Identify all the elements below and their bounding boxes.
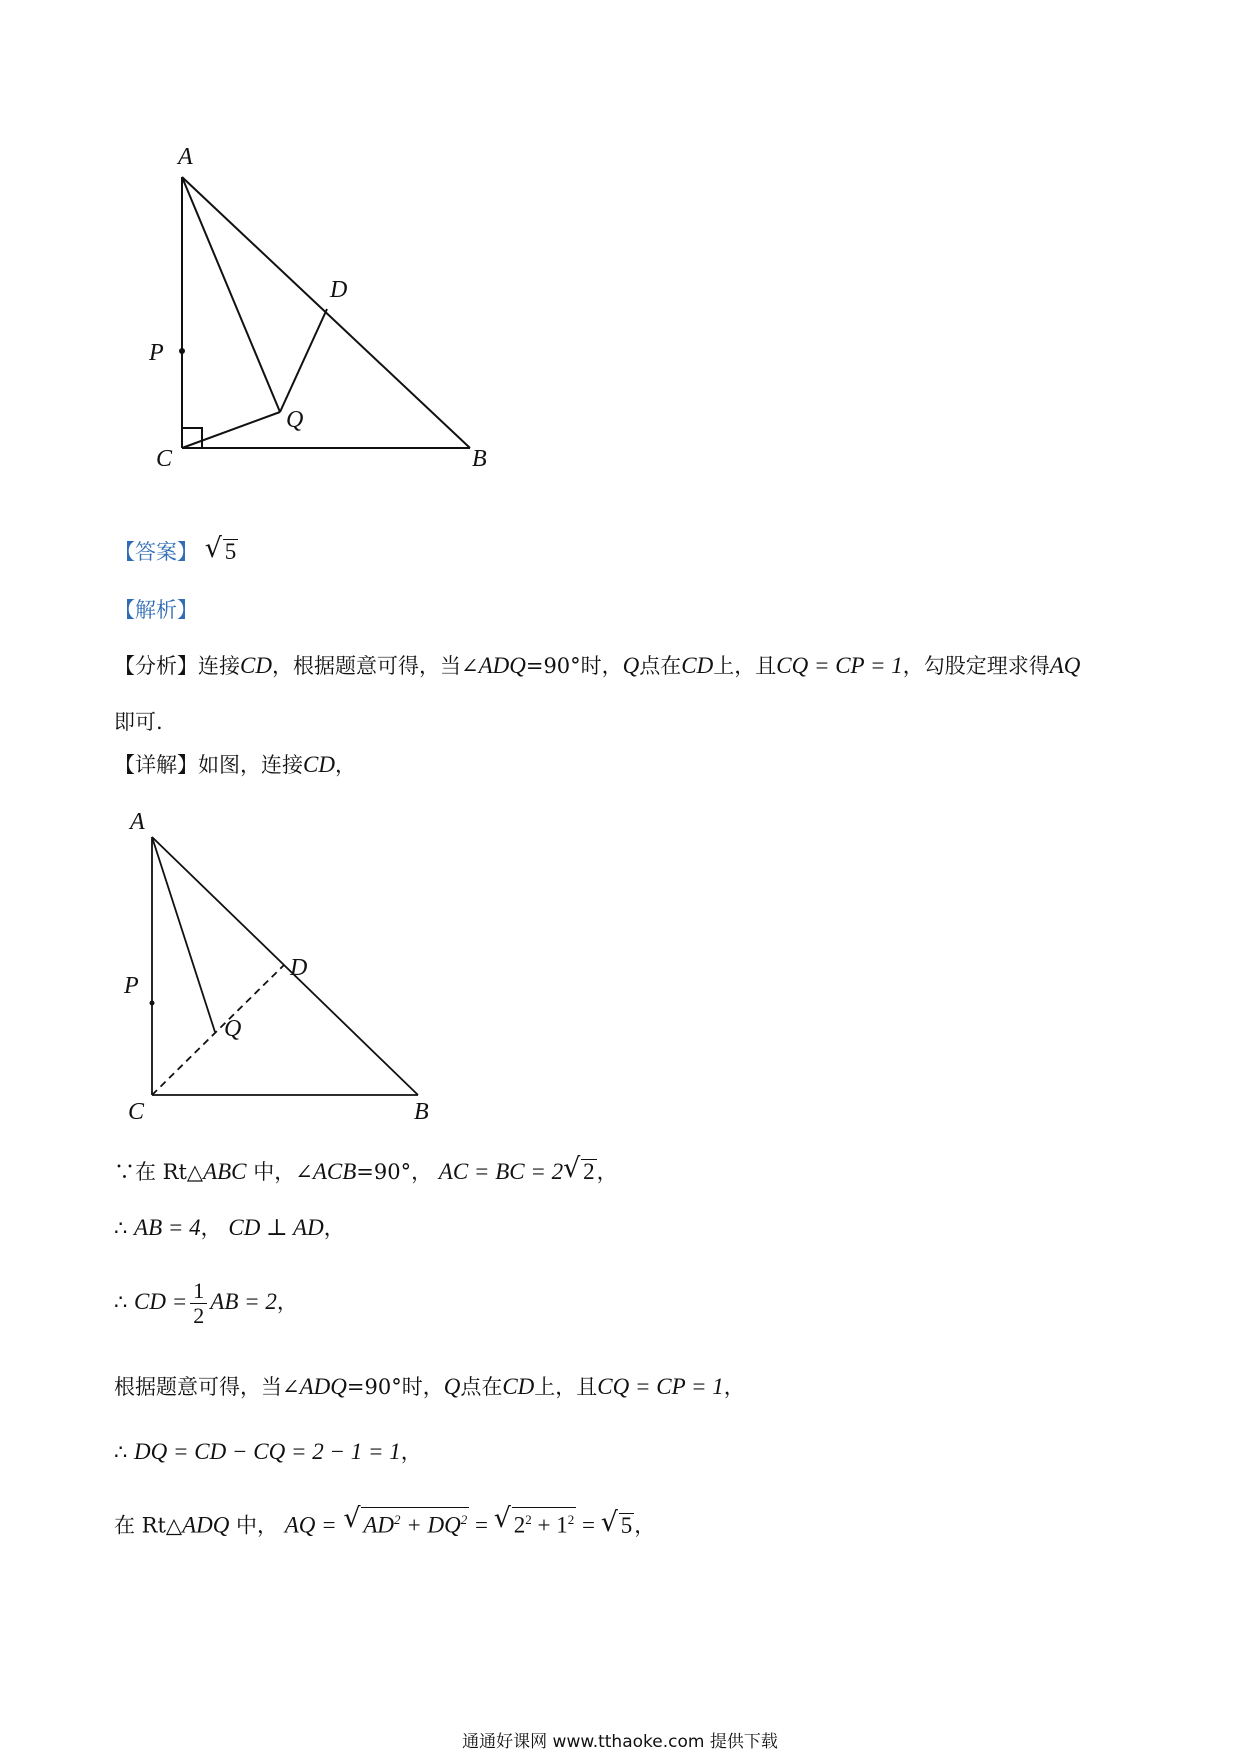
step2-equation-2: CD ⊥ AD bbox=[228, 1215, 324, 1240]
step4-q: Q bbox=[443, 1374, 461, 1399]
detail-text-2: ， bbox=[334, 753, 356, 777]
step2-end: ， bbox=[323, 1216, 345, 1240]
fenxi-cd-2: CD bbox=[681, 653, 714, 678]
step4-text-d: 上，且 bbox=[534, 1375, 598, 1399]
step3-lhs: CD = bbox=[134, 1289, 188, 1314]
segment-cd-dashed bbox=[152, 965, 284, 1095]
label-d: D bbox=[330, 277, 348, 303]
step5-end: ， bbox=[400, 1440, 422, 1464]
sqrt1-exp-2: 2 bbox=[460, 1512, 468, 1527]
fenxi-aq: AQ bbox=[1049, 653, 1081, 678]
step6-adq: ADQ bbox=[182, 1512, 230, 1538]
step6-text-b: 中， bbox=[229, 1513, 279, 1538]
solution-step-5 bbox=[114, 1437, 422, 1467]
fraction-denominator: 2 bbox=[193, 1303, 205, 1328]
solution-step-2 bbox=[114, 1213, 345, 1243]
step4-text-c: 点在 bbox=[460, 1375, 503, 1399]
step6-equals-2: = bbox=[576, 1512, 601, 1538]
fenxi-tag: 【分析】 bbox=[114, 654, 198, 678]
detail-line bbox=[114, 750, 356, 780]
analysis-heading bbox=[114, 595, 198, 625]
label-b: B bbox=[414, 1099, 429, 1125]
step3-therefore: ∴ bbox=[114, 1290, 135, 1314]
label-a: A bbox=[178, 144, 193, 170]
segment-cq bbox=[182, 412, 280, 448]
answer-tag: 【答案】 bbox=[114, 540, 198, 564]
label-c: C bbox=[156, 446, 173, 472]
step1-abc: ABC bbox=[203, 1159, 247, 1184]
step6-equals-1: = bbox=[469, 1512, 494, 1538]
point-p bbox=[150, 1001, 155, 1006]
step1-radicand: 2 bbox=[583, 1159, 595, 1184]
step3-fraction bbox=[190, 1279, 207, 1328]
step6-sqrt-3 bbox=[603, 1511, 635, 1541]
sqrt2-term-1: + 1 bbox=[531, 1512, 568, 1538]
label-p: P bbox=[124, 973, 139, 999]
step4-cd: CD bbox=[502, 1374, 535, 1399]
solution-step-1 bbox=[114, 1157, 618, 1187]
label-p: P bbox=[149, 340, 164, 366]
step6-end: ， bbox=[634, 1513, 656, 1538]
fenxi-text-2: ，根据题意可得，当∠ bbox=[271, 654, 479, 678]
sqrt1-term-dq: + DQ bbox=[400, 1512, 461, 1538]
step1-equation: AC = BC = 2 bbox=[438, 1159, 564, 1184]
detail-text-1: 如图，连接 bbox=[198, 753, 303, 777]
label-b: B bbox=[472, 446, 487, 472]
answer-value: 5 bbox=[224, 539, 237, 564]
step1-text-c: =90°， bbox=[356, 1160, 433, 1184]
step4-equation: CQ = CP = 1 bbox=[597, 1374, 724, 1399]
sqrt2-exp-1: 2 bbox=[525, 1512, 532, 1527]
solution-step-4 bbox=[114, 1372, 745, 1402]
step4-text-b: =90°时， bbox=[346, 1375, 444, 1399]
triangle-figure-1 bbox=[140, 140, 520, 480]
detail-tag: 【详解】 bbox=[114, 753, 198, 777]
fenxi-equation: CQ = CP = 1 bbox=[776, 653, 903, 678]
step6-text-a: 在 Rt△ bbox=[114, 1513, 183, 1538]
fraction-numerator: 1 bbox=[190, 1279, 207, 1304]
segment-aq bbox=[152, 837, 215, 1032]
sqrt2-exp-2: 2 bbox=[567, 1512, 575, 1527]
segment-aq bbox=[182, 177, 280, 412]
step6-aq: AQ = bbox=[284, 1512, 337, 1538]
segment-ab bbox=[152, 837, 418, 1095]
step3-end: ， bbox=[276, 1290, 298, 1314]
step2-therefore: ∴ bbox=[114, 1216, 135, 1240]
fenxi-line-2 bbox=[114, 707, 163, 737]
detail-cd: CD bbox=[303, 752, 335, 777]
step1-end: ， bbox=[596, 1160, 618, 1184]
fenxi-text-7: 即可. bbox=[114, 710, 163, 734]
step2-comma: ， bbox=[200, 1216, 222, 1240]
point-p bbox=[179, 348, 185, 354]
step6-result: 5 bbox=[620, 1512, 633, 1538]
label-q: Q bbox=[286, 407, 304, 433]
fenxi-text-4: 点在 bbox=[639, 654, 682, 678]
step1-text-b: 中，∠ bbox=[246, 1160, 313, 1184]
sqrt1-exp-1: 2 bbox=[394, 1512, 401, 1527]
triangle-figure-2 bbox=[118, 805, 448, 1145]
solution-step-3 bbox=[114, 1272, 298, 1332]
fenxi-q: Q bbox=[622, 653, 640, 678]
fenxi-line bbox=[114, 651, 1080, 681]
sqrt1-term-ad: AD bbox=[363, 1512, 395, 1538]
step1-sqrt bbox=[565, 1157, 597, 1187]
fenxi-text-3: =90°时， bbox=[525, 654, 623, 678]
label-d: D bbox=[290, 955, 308, 981]
answer-sqrt bbox=[207, 537, 239, 567]
label-c: C bbox=[128, 1099, 145, 1125]
fenxi-text-1: 连接 bbox=[198, 654, 240, 678]
step5-therefore: ∴ bbox=[114, 1440, 135, 1464]
step1-text-a: ∵在 Rt△ bbox=[114, 1160, 204, 1184]
fenxi-text-5: 上，且 bbox=[713, 654, 777, 678]
step5-equation: DQ = CD − CQ = 2 − 1 = 1 bbox=[134, 1439, 401, 1464]
step1-acb: ACB bbox=[312, 1159, 357, 1184]
fenxi-adq: ADQ bbox=[478, 653, 526, 678]
step4-adq: ADQ bbox=[299, 1374, 347, 1399]
label-a: A bbox=[130, 809, 145, 835]
analysis-tag: 【解析】 bbox=[114, 598, 198, 622]
step6-sqrt-1 bbox=[345, 1507, 469, 1541]
solution-step-6 bbox=[114, 1507, 655, 1541]
step2-equation-1: AB = 4 bbox=[134, 1215, 201, 1240]
answer-line bbox=[114, 537, 238, 567]
label-q: Q bbox=[224, 1016, 242, 1042]
step4-text-a: 根据题意可得，当∠ bbox=[114, 1375, 300, 1399]
step4-end: ， bbox=[723, 1375, 745, 1399]
segment-qd bbox=[280, 309, 327, 412]
fenxi-cd: CD bbox=[240, 653, 272, 678]
sqrt2-term-2: 2 bbox=[513, 1512, 526, 1538]
fenxi-text-6: ，勾股定理求得 bbox=[902, 654, 1050, 678]
step6-sqrt-2 bbox=[496, 1507, 576, 1541]
step3-rhs: AB = 2 bbox=[210, 1289, 277, 1314]
page-footer: 通通好课网 www.tthaoke.com 提供下载 bbox=[462, 1732, 778, 1752]
